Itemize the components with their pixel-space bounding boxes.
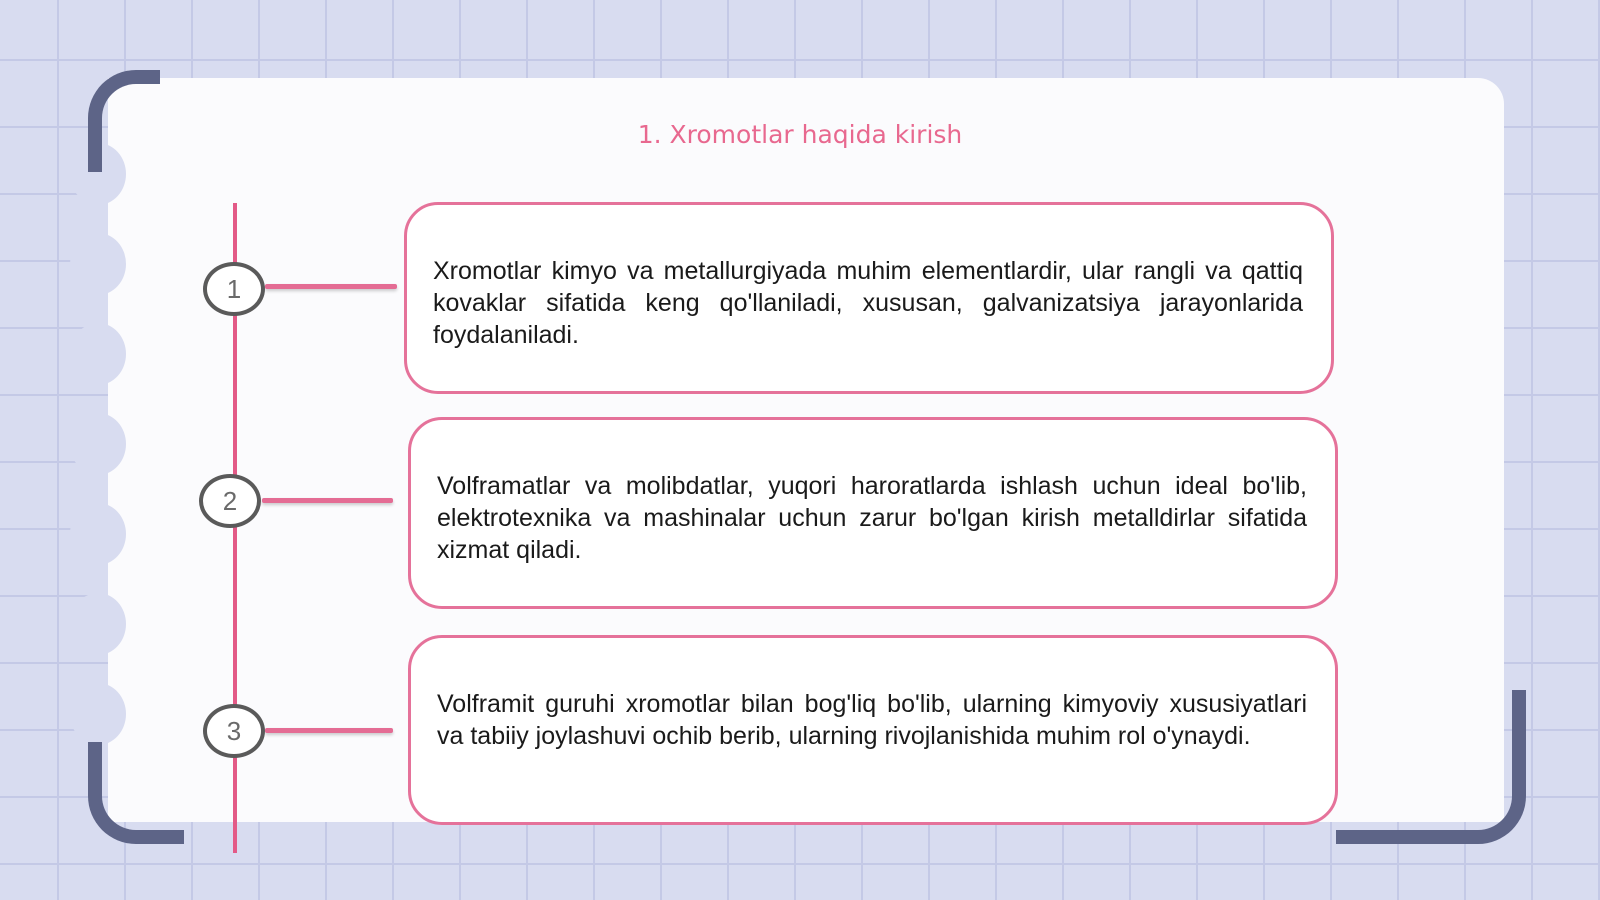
step-number-3: 3	[203, 704, 265, 758]
slide-title: 1. Xromotlar haqida kirish	[637, 120, 963, 149]
sheet-edge-notch	[70, 593, 126, 655]
sheet-edge-notch	[70, 413, 126, 475]
sheet-edge-notch	[70, 683, 126, 745]
timeline-card-3	[408, 635, 1338, 825]
timeline-card-2	[408, 417, 1338, 609]
card-text: Volframit guruhi xromotlar bilan bog'liq bo'lib, ularning kimyoviy xususiyatlari va tabiiy joylashuvi ochib berib, ularning rivojlanishida muhim rol o'ynaydi.	[437, 690, 1307, 750]
corner-bracket-bottom-left	[88, 742, 184, 844]
timeline-card-1	[404, 202, 1334, 394]
sheet-edge-notch	[70, 503, 126, 565]
card-text: Volframatlar va molibdatlar, yuqori haroratlarda ishlash uchun ideal bo'lib, elektrotexnika va mashinalar uchun zarur bo'lgan kirish metalldirlar sifatida xizmat qiladi.	[437, 472, 1307, 564]
card-text: Xromotlar kimyo va metallurgiyada muhim elementlardir, ular rangli va qattiq kovaklar sifatida keng qo'llaniladi, xususan, galvanizatsiya jarayonlarida foydalaniladi.	[433, 257, 1303, 349]
timeline-connector	[262, 498, 393, 503]
step-number-2: 2	[199, 474, 261, 528]
sheet-edge-notch	[70, 233, 126, 295]
timeline-connector	[265, 284, 397, 289]
step-number-1: 1	[203, 262, 265, 316]
timeline-connector	[265, 728, 393, 733]
corner-bracket-bottom-right	[1336, 690, 1526, 844]
sheet-edge-notch	[70, 323, 126, 385]
